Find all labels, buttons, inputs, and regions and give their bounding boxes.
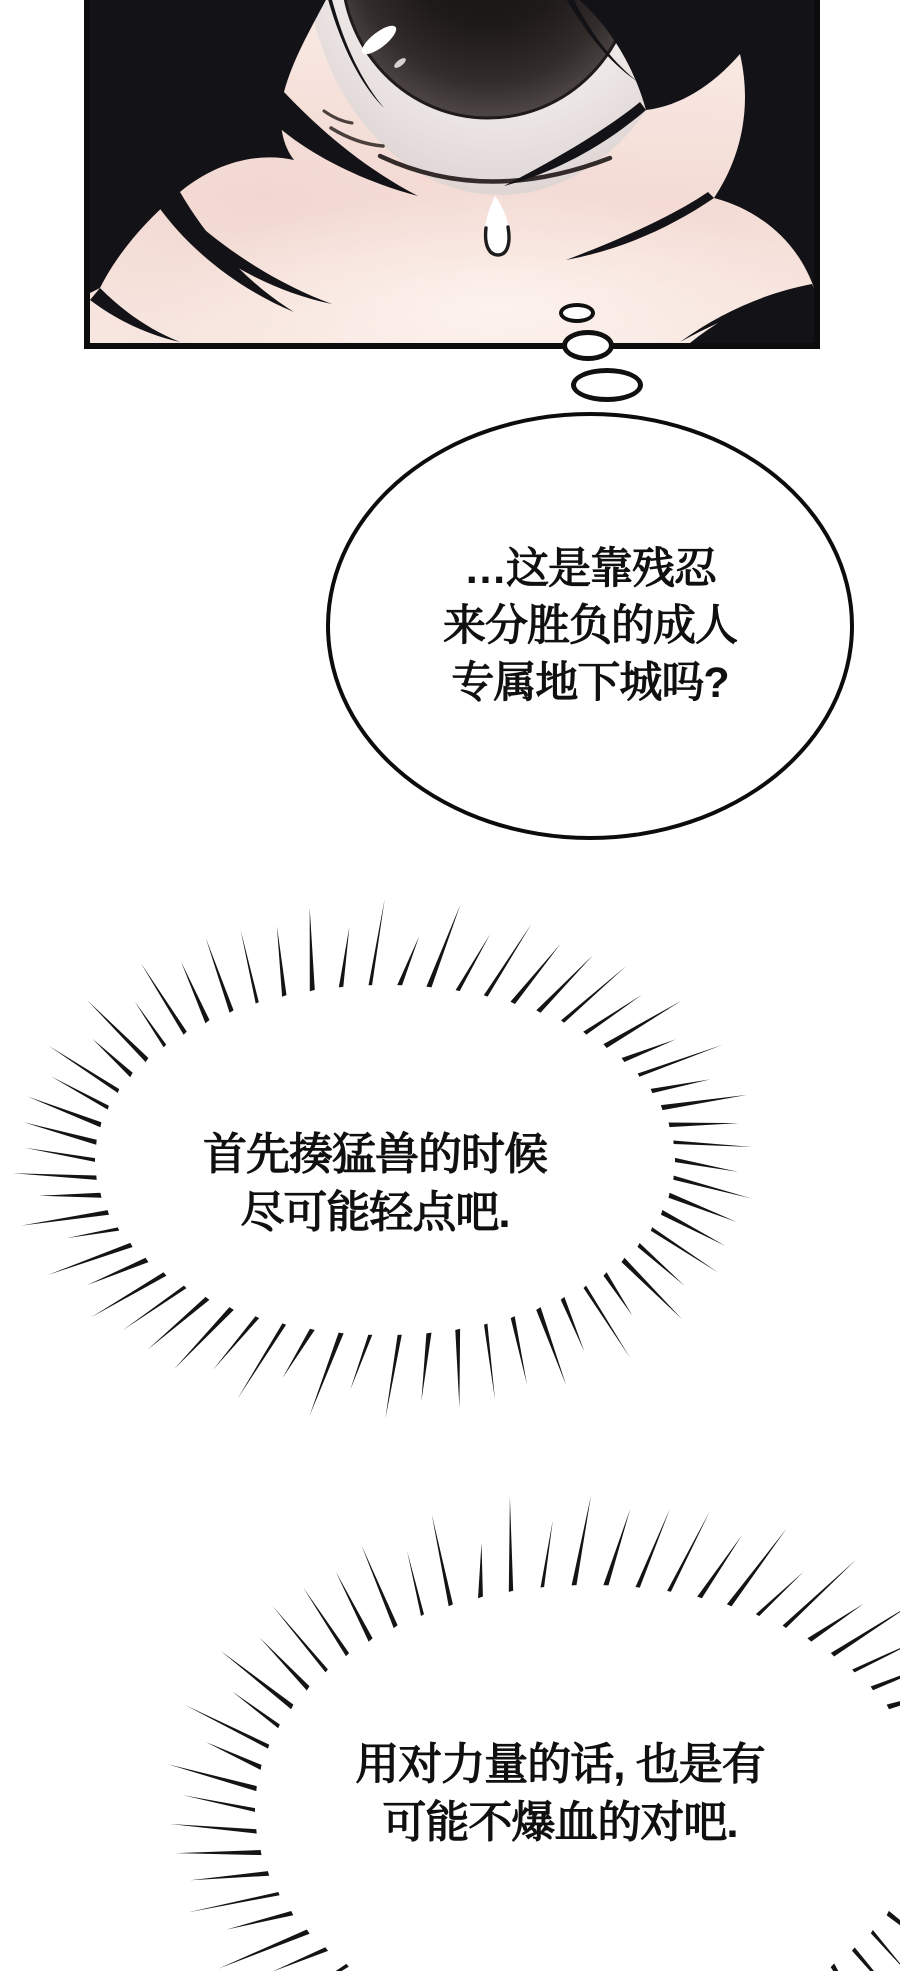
thought-trail-dot-2 — [562, 330, 614, 361]
burst-small-line-1: 首先揍猛兽的时候 — [203, 1130, 547, 1179]
thought-bubble-line-1: …这是靠残忍 — [464, 544, 716, 593]
burst-large-line-2: 可能不爆血的对吧. — [382, 1798, 738, 1847]
thought-bubble-line-3: 专属地下城吗? — [451, 658, 729, 707]
thought-bubble-line-2: 来分胜负的成人 — [443, 601, 737, 650]
thought-trail-dot-3 — [571, 368, 643, 402]
thought-trail-dot-1 — [559, 303, 595, 323]
burst-bubble-small-text — [115, 1126, 635, 1242]
burst-large-line-1: 用对力量的话, 也是有 — [355, 1740, 765, 1789]
burst-bubble-large-spikes — [168, 1496, 900, 1971]
thought-bubble — [326, 412, 854, 840]
burst-small-line-2: 尽可能轻点吧. — [240, 1188, 510, 1237]
burst-bubble-large-text — [300, 1736, 820, 1852]
